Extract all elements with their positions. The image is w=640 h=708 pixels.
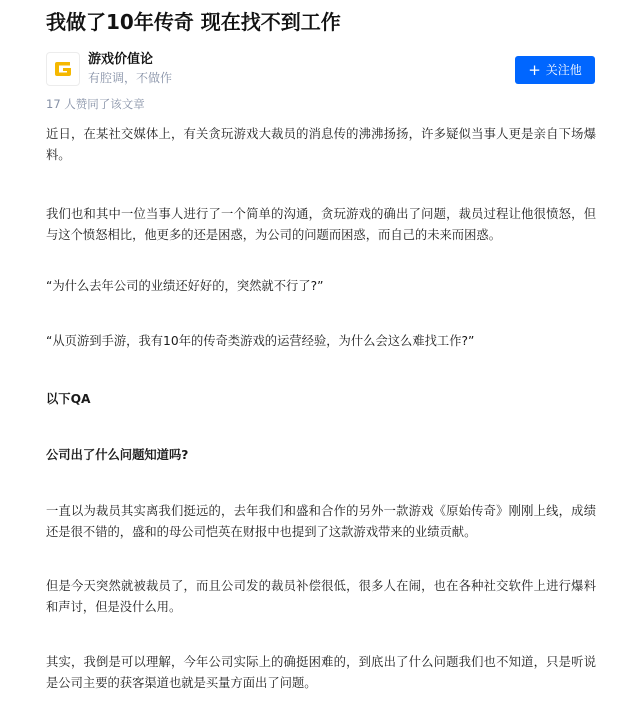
paragraph-answer-1: 一直以为裁员其实离我们挺远的，去年我们和盛和合作的另外一款游戏《原始传奇》刚刚上线，成绩还是很不错的，盛和的母公司恺英在财报中也提到了这款游戏带来的业绩贡献。 bbox=[46, 504, 596, 539]
question-heading: 公司出了什么问题知道吗? bbox=[46, 448, 189, 462]
author-row bbox=[46, 50, 596, 90]
author-name[interactable]: 游戏价值论 bbox=[88, 52, 154, 67]
paragraph-intro: 近日，在某社交媒体上，有关贪玩游戏大裁员的消息传的沸沸扬扬，许多疑似当事人更是亲自下场爆料。 bbox=[46, 127, 596, 162]
upvote-count: 17 人赞同了该文章 bbox=[46, 97, 145, 111]
paragraph-quote-2: “从页游到手游，我有10年的传奇类游戏的运营经验，为什么会这么难找工作?” bbox=[46, 334, 475, 348]
paragraph-answer-2: 但是今天突然就被裁员了，而且公司发的裁员补偿很低，很多人在闹，也在各种社交软件上进行爆料和声讨，但是没什么用。 bbox=[46, 579, 596, 614]
plus-icon: + bbox=[528, 61, 541, 79]
paragraph-communication: 我们也和其中一位当事人进行了一个简单的沟通，贪玩游戏的确出了问题，裁员过程让他很愤怒，但与这个愤怒相比，他更多的还是困惑，为公司的问题而困惑，而自己的未来而困惑。 bbox=[46, 207, 596, 242]
author-bio: 有腔调，不做作 bbox=[88, 71, 173, 85]
paragraph-quote-1: “为什么去年公司的业绩还好好的，突然就不行了?” bbox=[46, 279, 324, 293]
paragraph-answer-3: 其实，我倒是可以理解，今年公司实际上的确挺困难的，到底出了什么问题我们也不知道，只是听说是公司主要的获客渠道也就是买量方面出了问题。 bbox=[46, 655, 596, 690]
follow-button-label: 关注他 bbox=[545, 63, 582, 77]
author-avatar[interactable] bbox=[46, 52, 80, 86]
section-heading-qa: 以下QA bbox=[46, 392, 91, 406]
follow-button[interactable] bbox=[515, 56, 595, 84]
article-title: 我做了10年传奇 现在找不到工作 bbox=[46, 10, 341, 34]
game-value-logo-icon bbox=[51, 57, 75, 81]
